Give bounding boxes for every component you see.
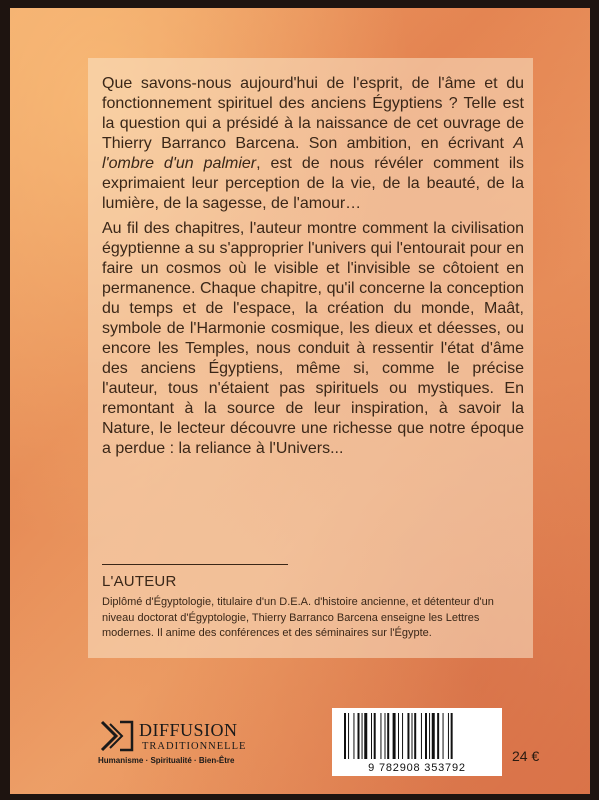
barcode-bar — [348, 713, 349, 759]
barcode-bar — [393, 713, 396, 759]
description-text: Au fil des chapitres, l'auteur montre comment la civilisation égyptienne a su s'approprier l'univers qui l'entourait pour en faire un cosmos où le visible et l'invisible se côtoient en permanence. Chaque chapitre, qu'il concerne la conception du temps et de l'espace, la création du monde, Maât, symbole de l'Harmonie cosmique, les dieux et déesses, ou encore les Temples, nous conduit à ressentir l'état d'âme des anciens Égyptiens, même si, comme le précise l'auteur, tous n'étaient pas spirituels ou mystiques. En remontant à la source de leur inspiration, à savoir la Nature, le lecteur découvre une richesse que notre époque a perdue : la reliance à l'Univers... — [102, 220, 524, 457]
barcode-bar — [398, 713, 399, 759]
barcode-bar — [443, 713, 444, 759]
publisher-subname: TRADITIONNELLE — [142, 741, 247, 752]
barcode-bar — [437, 713, 439, 759]
barcode-bar — [380, 713, 381, 759]
barcode-bar — [451, 713, 453, 759]
barcode-bar — [412, 713, 413, 759]
barcode-bar — [358, 713, 360, 759]
publisher-logo — [98, 716, 268, 766]
barcode-bar — [364, 713, 367, 759]
publisher-tagline: Humanisme · Spiritualité · Bien-Être — [98, 756, 235, 765]
barcode-bar — [425, 713, 427, 759]
publisher-name: DIFFUSION — [139, 720, 238, 740]
barcode-bar — [387, 713, 389, 759]
barcode-bar — [421, 713, 422, 759]
barcode-bar — [371, 713, 372, 759]
barcode-bar — [344, 713, 346, 759]
barcode-bar — [429, 713, 430, 759]
barcode-bar — [362, 713, 363, 759]
barcode-bar — [448, 713, 449, 759]
description-paragraph-2 — [102, 219, 524, 459]
barcode-bars — [342, 713, 492, 759]
author-bio: Diplômé d'Égyptologie, titulaire d'un D.E.A. d'histoire ancienne, et détenteur d'un niveau doctorat d'Égyptologie, Thierry Barranco Barcena enseigne les Lettres modernes. Il anime des conférences et des séminaires sur l'Égypte. — [102, 596, 494, 639]
back-cover — [10, 8, 590, 794]
book-title: A l'ombre d'un palmier — [102, 135, 524, 172]
author-heading: L'AUTEUR — [102, 573, 177, 590]
barcode-bar — [432, 713, 435, 759]
description-text: Que savons-nous aujourd'hui de l'esprit, de l'âme et du fonctionnement spirituel des anciens Égyptiens ? Telle est la question qui a présidé à la naissance de cet ouvrage de Thierry Barranco Barcena. Son ambition, en écrivant — [102, 75, 524, 152]
barcode-digits: 9 782908 353792 — [368, 762, 466, 774]
barcode-bar — [353, 713, 354, 759]
barcode-bar — [374, 713, 376, 759]
barcode-bar — [385, 713, 386, 759]
barcode-bar — [407, 713, 409, 759]
description-paragraph-1 — [102, 74, 524, 214]
description-text: , est de nous révéler comment ils exprimaient leur perception de la vie, de la beauté, de la lumière, de la sagesse, de l'amour… — [102, 155, 525, 212]
barcode-bar — [402, 713, 403, 759]
barcode-bar — [414, 713, 416, 759]
divider — [102, 564, 288, 565]
price: 24 € — [512, 748, 540, 764]
publisher-logo-icon — [98, 720, 136, 752]
isbn-barcode — [332, 708, 502, 776]
